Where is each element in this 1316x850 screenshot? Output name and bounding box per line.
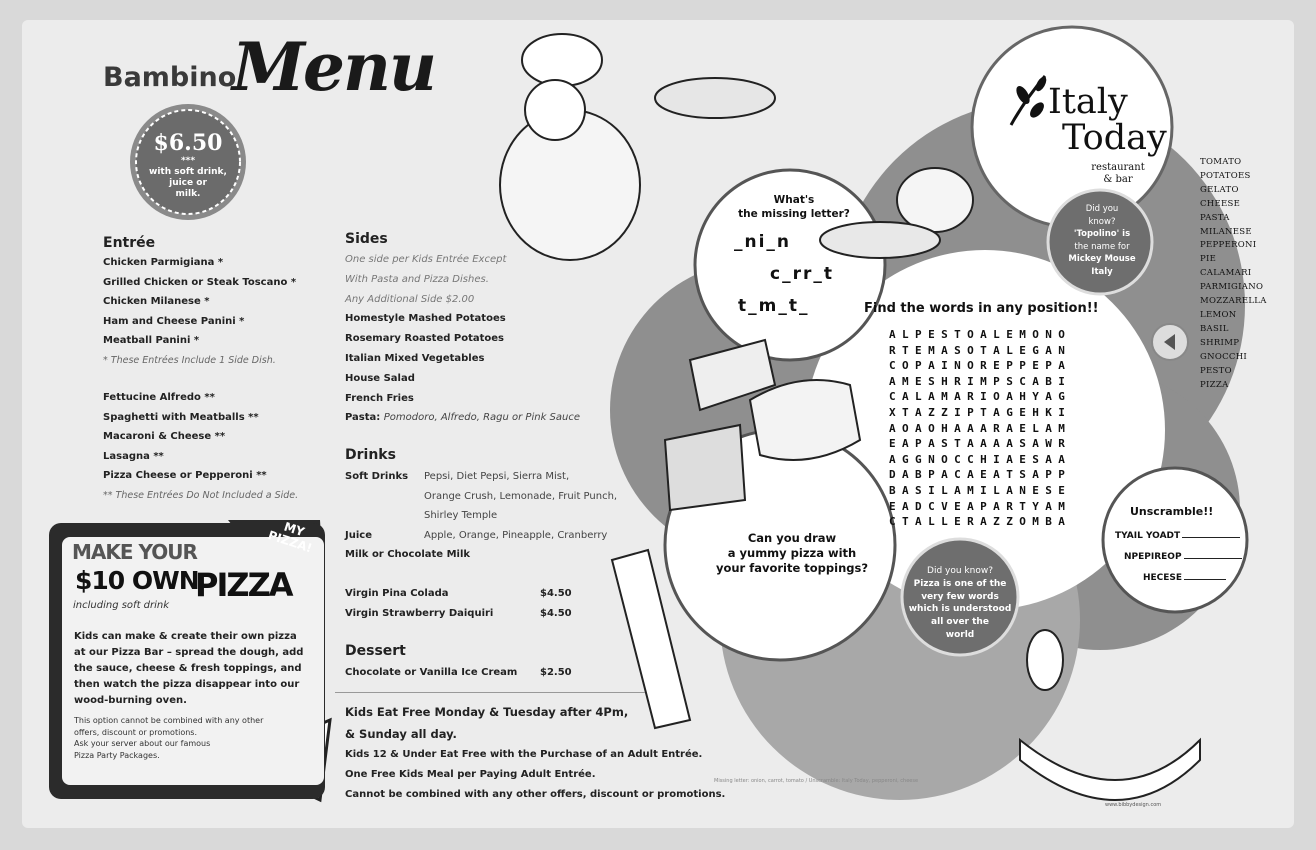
dyk-line: which is understood [908, 604, 1012, 615]
search-word: LEMON [1200, 309, 1237, 320]
kids-eat-free-line: Cannot be combined with any other offers, discount or promotions. [345, 788, 726, 800]
garlic-illustration [897, 168, 973, 232]
milk-item: Milk or Chocolate Milk [345, 549, 471, 560]
bread-illustration [665, 425, 745, 510]
entree-note: ** These Entrées Do Not Included a Side. [103, 489, 299, 501]
entree-note: * These Entrées Include 1 Side Dish. [103, 354, 276, 366]
olive-branch-icon [1005, 70, 1049, 130]
entree-list-2 [103, 388, 298, 506]
designer-credit: www.bibbydesign.com [1105, 802, 1162, 808]
logo-bar: & bar [1103, 174, 1133, 185]
unscramble-word: HECESE [1143, 573, 1183, 583]
answers-credit: Missing letter: onion, carrot, tomato / Unscramble: Italy Today, pepperoni, cheese [714, 778, 919, 784]
entree-item: Pizza Cheese or Pepperoni ** [103, 470, 267, 482]
logo-italy: Italy [1048, 82, 1128, 122]
side-item: House Salad [345, 372, 415, 384]
special-drink-price: $4.50 [540, 608, 572, 619]
previous-arrow-button[interactable] [1151, 323, 1189, 361]
pasta-sauces: Pomodoro, Alfredo, Ragu or Pink Sauce [383, 412, 580, 424]
word-search-word-list [1200, 156, 1267, 392]
grid-row: CALAMARIOAHYAG [889, 390, 1072, 404]
juice-values: Apple, Orange, Pineapple, Cranberry [424, 530, 608, 541]
kids-eat-free-line: One Free Kids Meal per Paying Adult Entrée. [345, 768, 596, 780]
fine-print-line: Pizza Party Packages. [74, 750, 160, 760]
missing-letter-word: c_rr_t [770, 264, 834, 284]
search-word: SHRIMP [1200, 337, 1240, 348]
logo-restaurant: restaurant [1091, 162, 1145, 173]
kids-price: $6.50 [153, 130, 223, 156]
unscramble-item [1124, 552, 1242, 562]
search-word: TOMATO [1200, 157, 1242, 167]
grid-row: AOAOHAAARAELAM [889, 421, 1072, 435]
search-word: PESTO [1200, 365, 1232, 376]
pizza-fine-print [74, 715, 304, 761]
search-word: BASIL [1200, 323, 1229, 334]
sides-list [345, 250, 580, 428]
dessert-heading: Dessert [345, 643, 406, 659]
entree-list [103, 253, 296, 371]
draw-line: a yummy pizza with [727, 546, 857, 560]
dyk-line: know? [1088, 216, 1116, 227]
soft-drink-line: Pepsi, Diet Pepsi, Sierra Mist, [424, 471, 570, 482]
answer-blank[interactable] [1182, 537, 1240, 538]
word-search-title: Find the words in any position!! [864, 301, 1099, 316]
search-word: PARMIGIANO [1200, 282, 1264, 293]
grid-row: EADCVEAPARTYAM [889, 499, 1072, 513]
search-word: CALAMARI [1200, 268, 1252, 279]
search-word: GELATO [1200, 184, 1239, 195]
sides-note: Any Additional Side $2.00 [345, 293, 475, 305]
missing-letter-title-line: What's [773, 194, 815, 206]
kids-eat-free-headline: & Sunday all day. [345, 727, 457, 741]
sandwich-illustration [655, 78, 775, 118]
unscramble-item [1143, 573, 1226, 583]
logo-subtitle [1068, 162, 1168, 186]
pizza-desc-line: wood-burning oven. [74, 695, 187, 706]
pizza-desc-line: at our Pizza Bar – spread the dough, add [74, 647, 304, 658]
grid-row: RTEMASOTALEGAN [889, 343, 1072, 357]
dyk-line: all over the [931, 617, 989, 628]
grid-row: AMESHRIMPSCABI [889, 374, 1072, 388]
special-drink-name: Virgin Strawberry Daiquiri [345, 608, 494, 619]
unscramble-item [1115, 531, 1240, 541]
grid-row: XTAZZIPTAGEHKI [889, 405, 1072, 419]
fine-print-line: This option cannot be combined with any other [74, 716, 264, 725]
price-sub-line: juice or [169, 178, 207, 188]
search-word: MILANESE [1200, 226, 1252, 237]
divider [335, 692, 645, 693]
sides-note: One side per Kids Entrée Except [345, 254, 507, 265]
kids-eat-free [345, 701, 725, 804]
side-item: Homestyle Mashed Potatoes [345, 313, 506, 325]
pasta-label: Pasta: [345, 412, 381, 424]
search-word: PASTA [1200, 212, 1230, 223]
answer-blank[interactable] [1184, 558, 1242, 559]
gondolier-illustration [1027, 630, 1063, 690]
fine-print-line: offers, discount or promotions. [74, 727, 197, 737]
pizza-desc-line: the sauce, cheese & fresh toppings, and [74, 663, 302, 674]
including-soft-drink: including soft drink [73, 600, 170, 611]
dyk-line: Italy [1091, 266, 1113, 277]
unscramble-word: TYAIL YOADT [1115, 531, 1181, 541]
gondola-illustration [1020, 740, 1200, 800]
entree-item: Fettucine Alfredo ** [103, 392, 215, 403]
price-sub-line: with soft drink, [149, 167, 227, 177]
entree-item: Chicken Parmigiana * [103, 257, 224, 268]
kids-eat-free-line: Kids 12 & Under Eat Free with the Purchase of an Adult Entrée. [345, 749, 703, 760]
grid-row: DABPACAEATSAPP [889, 468, 1072, 482]
did-you-know-pizza [908, 565, 1012, 642]
unscramble-title: Unscramble!! [1130, 505, 1214, 518]
side-item: French Fries [345, 392, 414, 404]
sides-note: With Pasta and Pizza Dishes. [345, 273, 489, 285]
logo-today: Today [1062, 118, 1167, 158]
draw-line: your favorite toppings? [715, 561, 869, 575]
fine-print-line: Ask your server about our famous [74, 739, 211, 748]
search-word: PIE [1200, 254, 1217, 265]
special-drink-name: Virgin Pina Colada [345, 588, 449, 599]
soft-drinks-label: Soft Drinks [345, 471, 409, 482]
grid-row: AGGNOCCHIAESAA [889, 452, 1072, 466]
missing-letter-word: _ni_n [734, 232, 792, 252]
pizza-desc-line: then watch the pizza disappear into our [74, 679, 300, 690]
pasta-options [345, 408, 580, 428]
pizza-label: PIZZA [195, 566, 292, 604]
dyk-line: Did you [1085, 204, 1119, 214]
side-item: Italian Mixed Vegetables [345, 352, 485, 364]
unscramble-word: NPEPIREOP [1124, 552, 1182, 562]
price-badge-text [130, 130, 246, 200]
dyk-line: world [945, 629, 975, 640]
pizza-desc-line: Kids can make & create their own pizza [74, 631, 297, 642]
drinks-heading: Drinks [345, 447, 396, 463]
answer-blank[interactable] [1184, 579, 1226, 580]
price-stars: *** [180, 156, 196, 166]
search-word: CHEESE [1200, 198, 1241, 209]
cheese-wedge [750, 380, 860, 460]
entree-item: Macaroni & Cheese ** [103, 431, 226, 443]
dyk-line: 'Topolino' is [1073, 229, 1131, 240]
chef-hat [522, 34, 602, 86]
missing-letter-word: t_m_t_ [738, 296, 810, 316]
soft-drink-line: Shirley Temple [424, 510, 498, 522]
dessert-price: $2.50 [540, 667, 572, 678]
make-your-label: MAKE YOUR [72, 540, 197, 564]
dyk-line: very few words [921, 591, 999, 602]
dyk-line: Did you know? [927, 566, 993, 576]
menu-title: Menu [232, 28, 436, 106]
draw-pizza-prompt [707, 531, 877, 576]
grid-row: ALPESTOALEMONO [889, 328, 1072, 341]
entree-item: Lasagna ** [103, 450, 164, 462]
dyk-line: Mickey Mouse [1068, 254, 1136, 265]
grid-row: COPAINOREPPEPA [889, 359, 1072, 373]
entree-item: Meatball Panini * [103, 335, 200, 347]
own-price-label: $10 OWN [75, 566, 199, 595]
soft-drink-line: Orange Crush, Lemonade, Fruit Punch, [424, 490, 618, 502]
side-item: Rosemary Roasted Potatoes [345, 333, 504, 345]
search-word: MOZZARELLA [1200, 296, 1267, 307]
search-word: POTATOES [1200, 170, 1251, 181]
grid-row: BASILAMILANESE [889, 483, 1072, 497]
word-search-grid [889, 327, 1071, 530]
missing-letter-title-line: the missing letter? [738, 208, 850, 220]
dessert-item: Chocolate or Vanilla Ice Cream [345, 667, 518, 678]
kids-eat-free-headline: Kids Eat Free Monday & Tuesday after 4Pm, [345, 705, 629, 719]
my-pizza-tag-text: MY PIZZA! [266, 519, 314, 556]
sides-heading: Sides [345, 231, 388, 247]
soft-drinks-values [424, 467, 617, 526]
entree-item: Spaghetti with Meatballs ** [103, 411, 259, 423]
special-drink-price: $4.50 [540, 588, 572, 599]
dyk-line: the name for [1074, 241, 1130, 252]
entree-item: Chicken Milanese * [103, 296, 210, 308]
arrow-left-icon [1153, 325, 1187, 359]
grid-row: CTALLERAZZOMBA [889, 515, 1072, 529]
entree-heading: Entrée [103, 235, 156, 251]
search-word: PEPPERONI [1200, 240, 1257, 251]
dyk-line: Pizza is one of the [913, 578, 1007, 589]
carrot-illustration [820, 222, 940, 258]
entree-item: Ham and Cheese Panini * [103, 315, 245, 327]
mouse-head [525, 80, 585, 140]
draw-line: Can you draw [747, 531, 837, 545]
did-you-know-topolino [1057, 203, 1147, 279]
search-word: GNOCCHI [1200, 351, 1248, 362]
grid-row: EAPASTAAAASAWR [889, 437, 1072, 451]
entree-item: Grilled Chicken or Steak Toscano * [103, 276, 297, 288]
pizza-description [74, 629, 314, 709]
search-word: PIZZA [1200, 379, 1229, 390]
juice-label: Juice [345, 530, 372, 541]
missing-letter-title [738, 193, 850, 221]
price-sub-line: milk. [175, 189, 201, 199]
bambino-title: Bambino [103, 62, 237, 93]
